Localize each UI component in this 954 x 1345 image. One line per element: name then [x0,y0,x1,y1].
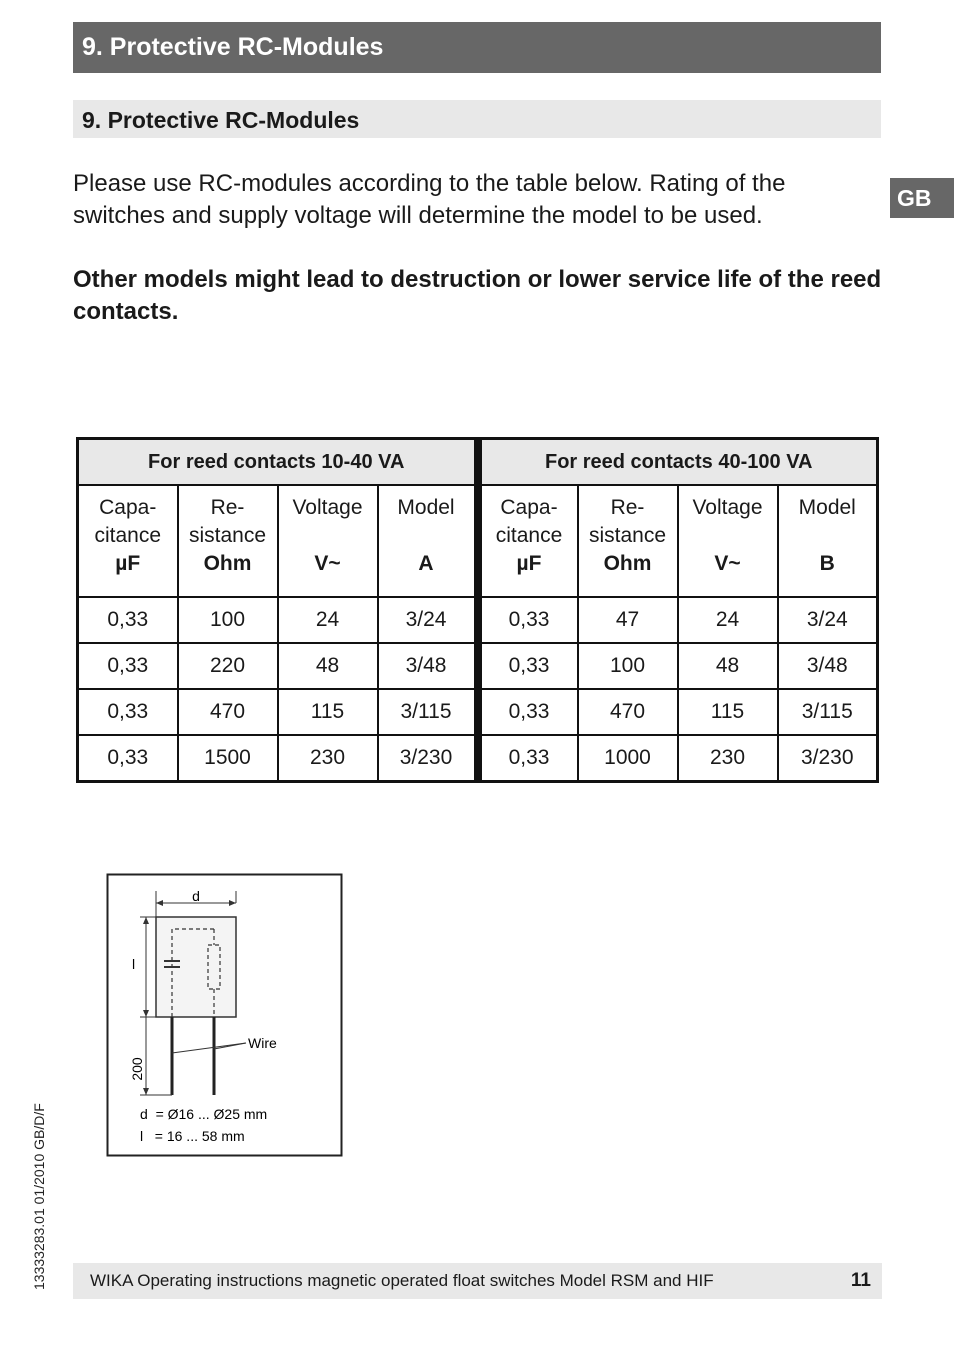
table-cell: 3/48 [378,643,478,689]
table-cell: 230 [278,735,378,782]
table-cell: 100 [178,597,278,643]
label-wire: Wire [248,1035,277,1051]
wire-callout [172,1043,246,1053]
table-cell: 115 [278,689,378,735]
table-cell: 3/24 [378,597,478,643]
col-header-voltage-b: Voltage V~ [678,485,778,597]
wires [172,1017,214,1095]
table-cell: 1500 [178,735,278,782]
col-header-model-a: Model A [378,485,478,597]
legend-d: d = Ø16 ... Ø25 mm [140,1106,268,1122]
rc-module-diagram [106,873,343,1157]
label-200: 200 [129,1057,145,1081]
table-cell: 48 [278,643,378,689]
table-cell: 0,33 [78,643,178,689]
table-cell: 0,33 [478,735,578,782]
table-cell: 0,33 [478,597,578,643]
table-cell: 3/230 [378,735,478,782]
footer-bar [73,1263,882,1299]
intro-paragraph: Please use RC-modules according to the table below. Rating of the switches and supply voltage will determine the model to be used. [73,170,786,229]
legend-l: l = 16 ... 58 mm [140,1128,245,1144]
footer-text: WIKA Operating instructions magnetic operated float switches Model RSM and HIF [90,1271,714,1290]
table-cell: 48 [678,643,778,689]
table-cell: 24 [278,597,378,643]
table-cell: 100 [578,643,678,689]
col-header-voltage-a: Voltage V~ [278,485,378,597]
table-cell: 1000 [578,735,678,782]
table-cell: 0,33 [478,643,578,689]
dimension-l [132,917,156,1017]
dimension-200 [129,1017,172,1095]
table-cell: 3/115 [778,689,878,735]
section-subtitle-bar: 9. Protective RC-Modules [73,100,881,138]
table-cell: 0,33 [78,735,178,782]
col-header-capacitance-b: Capa- citance µF [478,485,578,597]
table-cell: 0,33 [478,689,578,735]
section-title-bar: 9. Protective RC-Modules [73,22,881,73]
table-row [78,643,878,689]
table-cell: 3/24 [778,597,878,643]
table-cell: 115 [678,689,778,735]
table-row [78,735,878,782]
page-number: 11 [850,1270,871,1291]
table-row [78,689,878,735]
table-cell: 3/48 [778,643,878,689]
document-code: 13333283.01 01/2010 GB/D/F [31,1103,47,1290]
table-cell: 24 [678,597,778,643]
dimension-d [156,888,236,921]
col-header-resistance-b: Re- sistance Ohm [578,485,678,597]
col-header-capacitance-a: Capa- citance µF [78,485,178,597]
table-cell: 0,33 [78,689,178,735]
col-header-model-b: Model B [778,485,878,597]
col-header-resistance-a: Re- sistance Ohm [178,485,278,597]
rc-module-table [76,437,879,783]
table-cell: 220 [178,643,278,689]
table-cell: 47 [578,597,678,643]
table-cell: 3/230 [778,735,878,782]
table-row [78,597,878,643]
warning-paragraph: Other models might lead to destruction or lower service life of the reed contacts. [73,266,882,325]
table-cell: 0,33 [78,597,178,643]
group-header-40-100va: For reed contacts 40-100 VA [478,439,878,486]
label-l: l [132,956,136,972]
table-cell: 3/115 [378,689,478,735]
group-header-10-40va: For reed contacts 10-40 VA [78,439,478,486]
table-cell: 230 [678,735,778,782]
table-cell: 470 [178,689,278,735]
label-d: d [192,888,200,904]
table-cell: 470 [578,689,678,735]
language-tab-gb[interactable]: GB [890,178,954,218]
